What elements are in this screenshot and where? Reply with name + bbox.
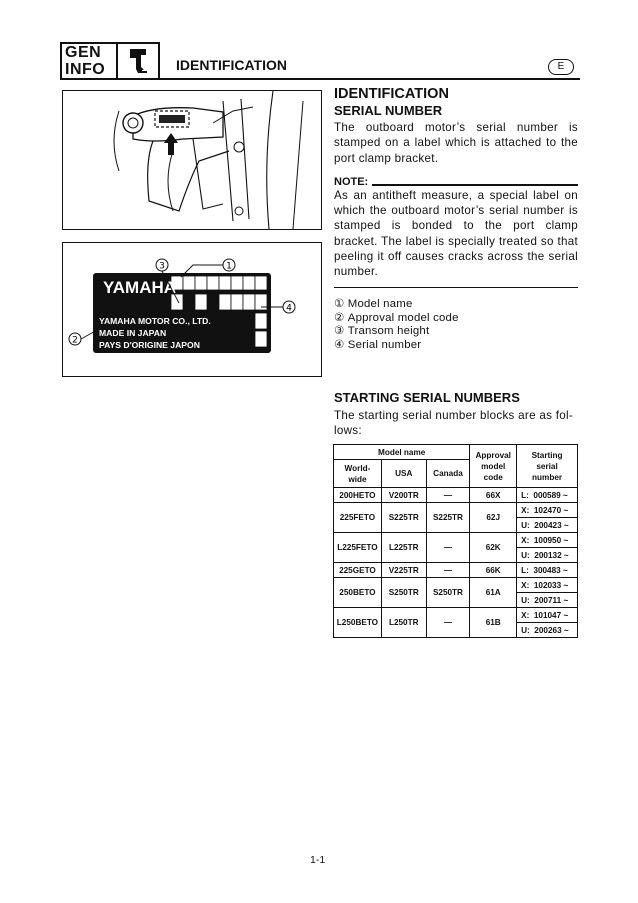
cell-worldwide: 225GETO [334, 563, 382, 578]
cell-starting-serial: X: 101047 ~ [517, 608, 578, 623]
cell-starting-serial: X: 102033 ~ [517, 578, 578, 593]
cell-worldwide: L250BETO [334, 608, 382, 638]
identification-heading: IDENTIFICATION [334, 86, 449, 102]
th-usa: USA [381, 460, 426, 488]
cell-canada: — [426, 563, 470, 578]
legend-item: ④ Serial number [334, 338, 422, 351]
starting-serial-heading: STARTING SERIAL NUMBERS [334, 390, 520, 405]
th-model-name: Model name [334, 445, 470, 460]
cell-usa: V225TR [381, 563, 426, 578]
page-header-title: IDENTIFICATION [176, 57, 287, 73]
cell-approval-code: 66X [470, 488, 517, 503]
cell-starting-serial: X: 102470 ~ [517, 503, 578, 518]
outboard-motor-icon [116, 42, 160, 80]
serial-number-table [333, 444, 578, 638]
starting-serial-intro-1: The starting serial number blocks are as fol- [334, 409, 574, 422]
note-header [334, 176, 578, 188]
cell-starting-serial: X: 100950 ~ [517, 533, 578, 548]
serial-table-wrap [333, 444, 578, 638]
label-brand: YAMAHA [103, 278, 177, 297]
cell-approval-code: 62J [470, 503, 517, 533]
note-body: As an antitheft measure, a special label on which the outboard motor’s serial number is stamped is bonded to the port clamp bracket. The label is specially treated so that peeling it off causes cracks across the serial number. [334, 188, 578, 279]
section-code-info: INFO [65, 61, 106, 78]
section-code-box [60, 42, 118, 80]
cell-starting-serial: U: 200263 ~ [517, 623, 578, 638]
cell-canada: — [426, 608, 470, 638]
cell-starting-serial: L: 000589 ~ [517, 488, 578, 503]
th-worldwide: World- wide [334, 460, 382, 488]
cell-usa: L225TR [381, 533, 426, 563]
identification-section [334, 86, 578, 352]
th-starting-serial: Starting serial number [517, 445, 578, 488]
callout-1: 1 [226, 261, 232, 272]
table-row [334, 488, 578, 503]
starting-serial-intro-2: lows: [334, 424, 362, 438]
cell-worldwide: 250BETO [334, 578, 382, 608]
language-badge: E [548, 59, 574, 75]
table-row [334, 503, 578, 518]
cell-canada: — [426, 488, 470, 503]
callout-2: 2 [72, 335, 78, 346]
cell-starting-serial: U: 200423 ~ [517, 518, 578, 533]
cell-approval-code: 66K [470, 563, 517, 578]
serial-number-body: The outboard motor’s serial number is stamped on a label which is attached to the port clamp bracket. [334, 121, 578, 165]
section-code-gen: GEN [65, 44, 102, 61]
label-line-3: PAYS D'ORIGINE JAPON [99, 340, 200, 350]
cell-worldwide: L225FETO [334, 533, 382, 563]
clamp-bracket-illustration [62, 90, 322, 230]
cell-approval-code: 62K [470, 533, 517, 563]
cell-starting-serial: L: 300483 ~ [517, 563, 578, 578]
cell-starting-serial: U: 200132 ~ [517, 548, 578, 563]
callout-3: 3 [159, 261, 165, 272]
serial-number-subheading: SERIAL NUMBER [334, 103, 443, 118]
legend-item: ① Model name [334, 298, 413, 311]
label-line-2: MADE IN JAPAN [99, 328, 167, 338]
cell-usa: L250TR [381, 608, 426, 638]
page-number: 1-1 [310, 854, 326, 866]
legend-list [334, 298, 578, 352]
cell-worldwide: 200HETO [334, 488, 382, 503]
starting-serial-section [334, 390, 578, 439]
cell-starting-serial: U: 200711 ~ [517, 593, 578, 608]
note-label: NOTE: [334, 175, 369, 188]
legend-item: ③ Transom height [334, 325, 430, 338]
legend-item: ② Approval model code [334, 311, 459, 324]
th-canada: Canada [426, 460, 470, 488]
cell-canada: S250TR [426, 578, 470, 608]
cell-approval-code: 61B [470, 608, 517, 638]
cell-canada: — [426, 533, 470, 563]
table-row [334, 563, 578, 578]
th-approval-code: Approval model code [470, 445, 517, 488]
label-line-1: YAMAHA MOTOR CO., LTD. [99, 316, 211, 326]
note-rule-top [372, 184, 578, 186]
cell-approval-code: 61A [470, 578, 517, 608]
note-rule-bottom [334, 287, 578, 289]
cell-usa: V200TR [381, 488, 426, 503]
serial-label-diagram [62, 242, 322, 377]
cell-canada: S225TR [426, 503, 470, 533]
cell-usa: S250TR [381, 578, 426, 608]
cell-worldwide: 225FETO [334, 503, 382, 533]
table-row [334, 533, 578, 548]
header-rule [60, 78, 580, 80]
callout-4: 4 [286, 303, 292, 314]
table-row [334, 608, 578, 623]
cell-usa: S225TR [381, 503, 426, 533]
table-row [334, 578, 578, 593]
